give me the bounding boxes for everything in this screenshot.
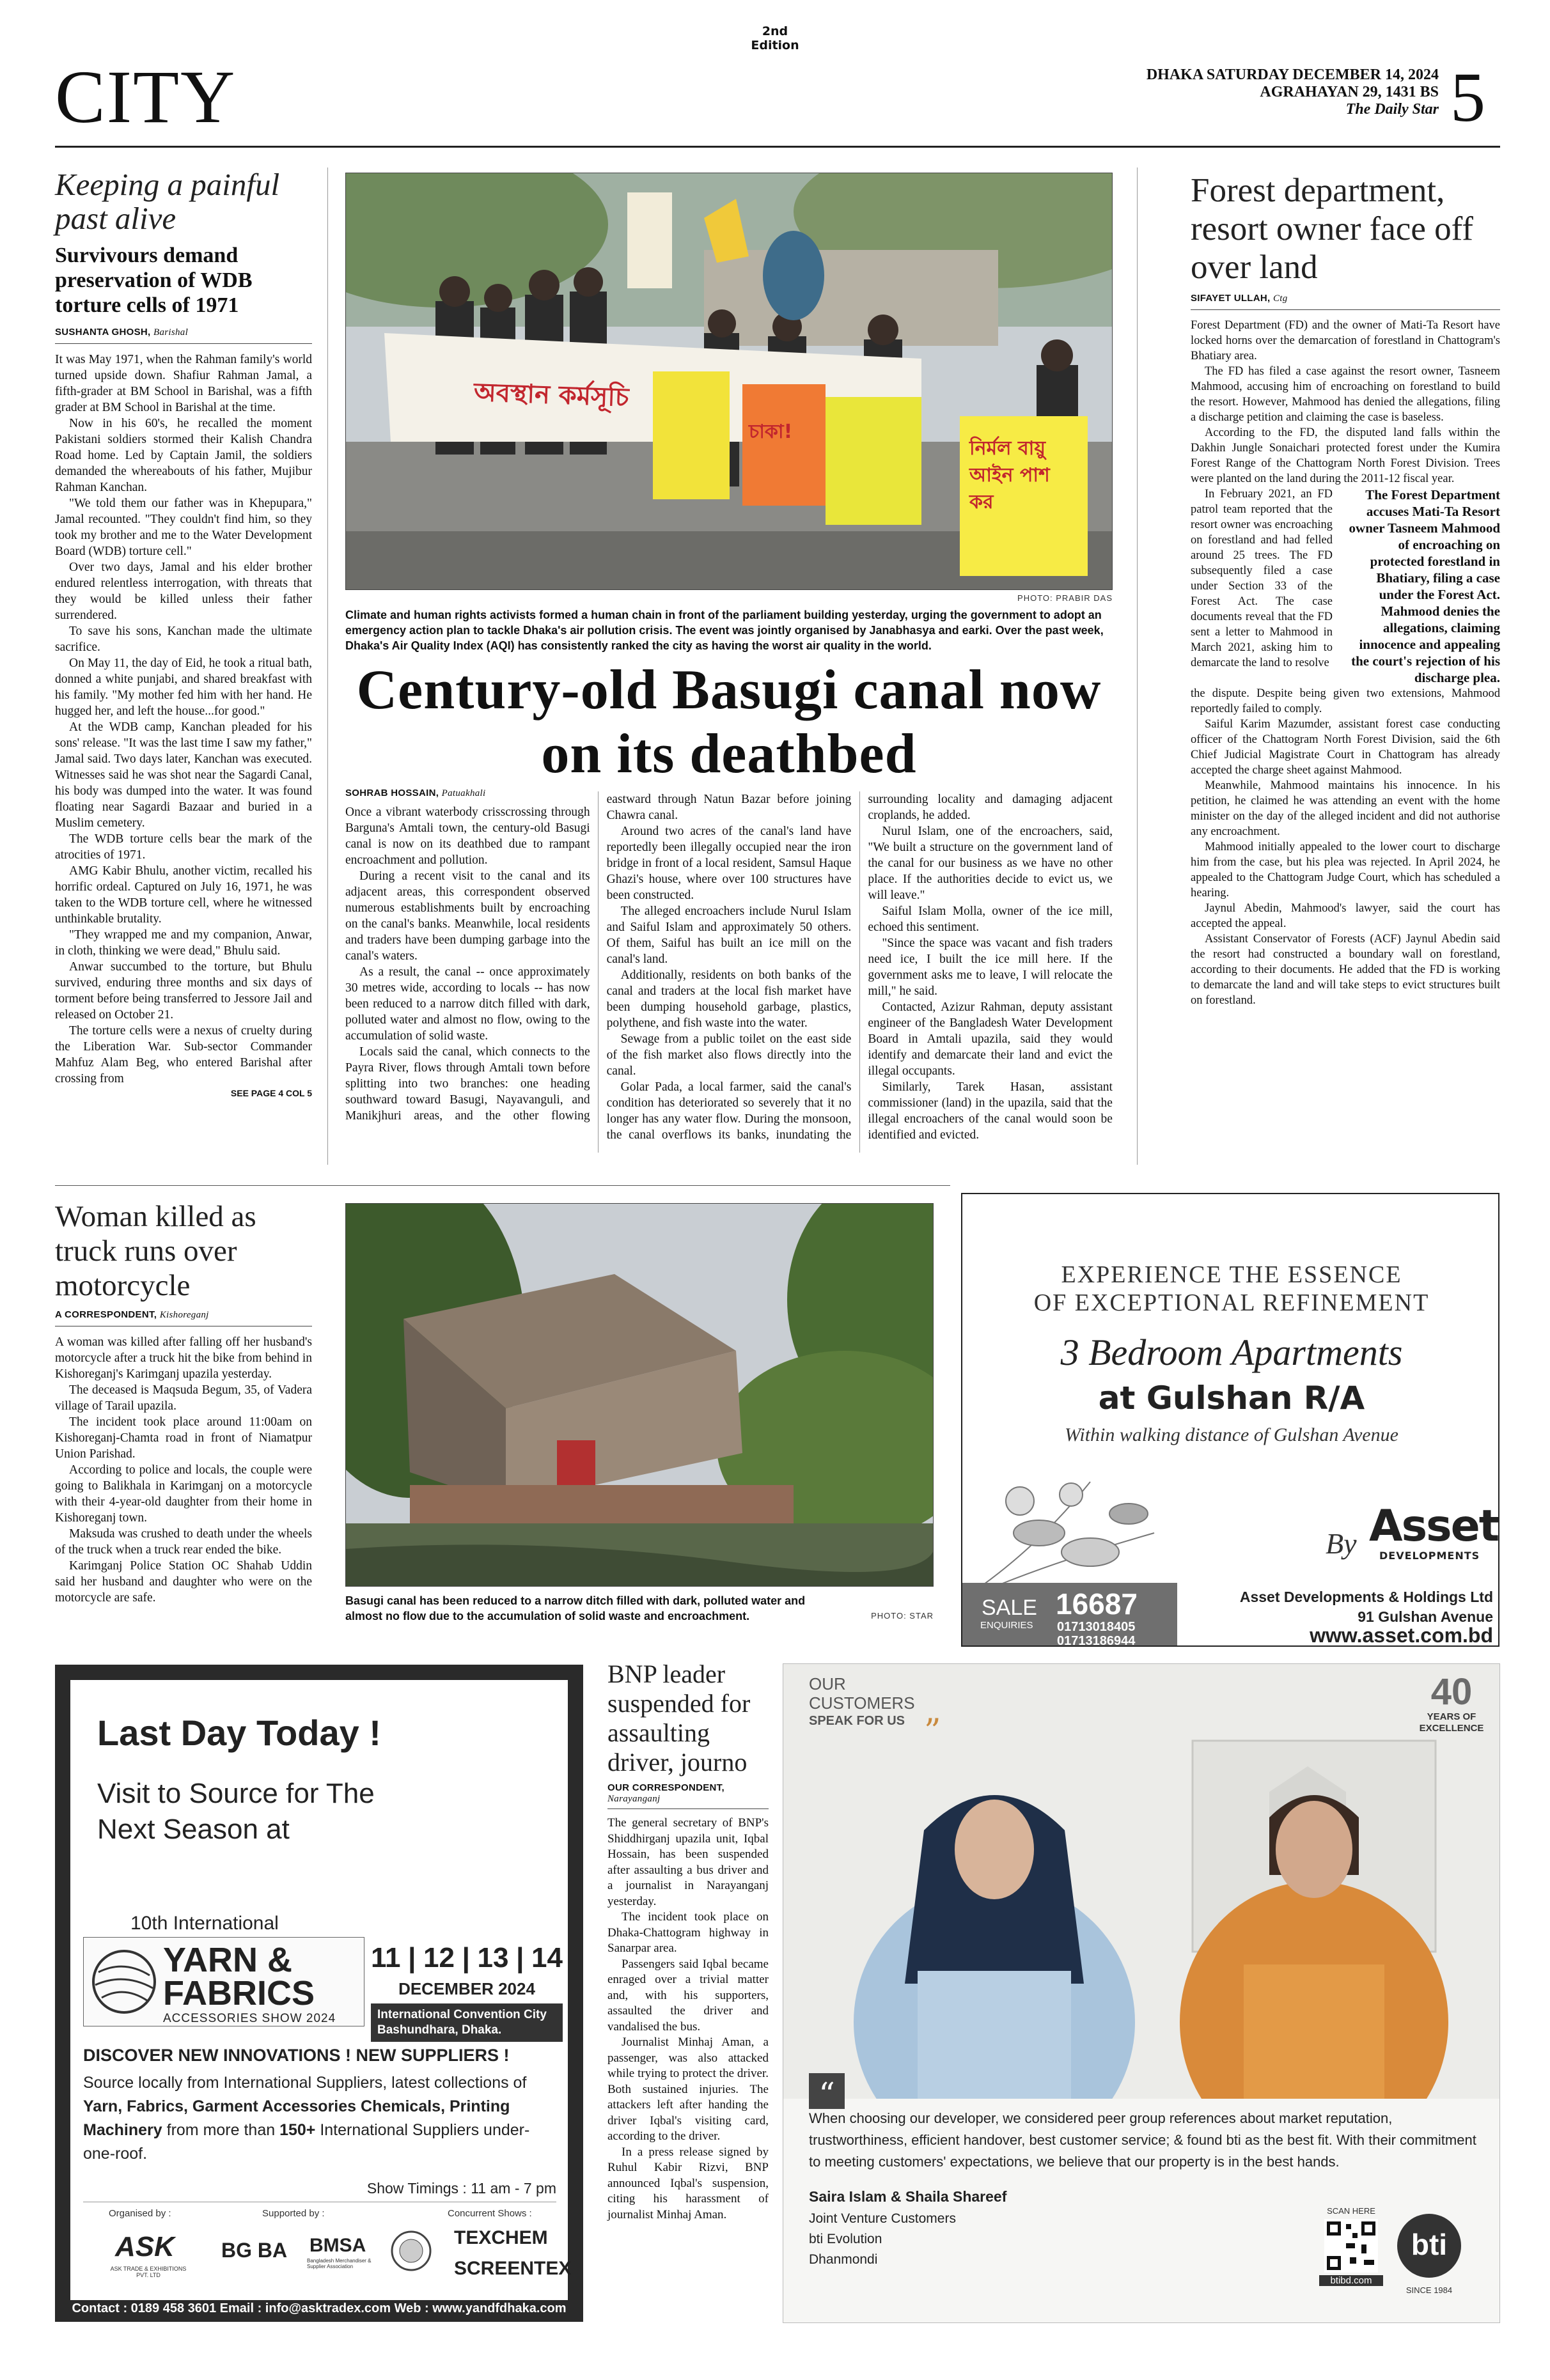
asset-enquiries: ENQUIRIES [980, 1620, 1033, 1631]
photo-caption: Climate and human rights activists formed a human chain in front of the parliament building yesterday, urging the government to adopt an emergency action plan to tackle Dhaka's air pollution crisis. The event was jointly organised by Janabhasya and earki. Over the past week, Dhaka's Air Quality Index (AQI) has consistently ranked the city as having the worst air quality in the world. [345, 609, 1104, 652]
bti-header-line: CUSTOMERS [809, 1693, 915, 1713]
bnp-headline: BNP leader suspended for assaulting driver, journo [607, 1660, 751, 1777]
quote-icon: ” [924, 1713, 941, 1751]
paragraph: Now in his 60's, he recalled the moment Pakistani soldiers stormed their Kalish Chandra Road home. Led by Captain Jamil, the soldiers demanded the whereabouts of his father, Mujibur Rahman Kanchan. [55, 417, 312, 494]
paragraph: According to police and locals, the couple were going to Balikhala in Karimganj on a motorcycle with their 4-year-old daughter from their home in Kishoreganj town. [55, 1463, 312, 1525]
bti-logo-text: bti [1411, 2228, 1448, 2261]
story-forest [1191, 171, 1500, 1008]
bnp-body [607, 1816, 769, 2223]
forest-body [1191, 318, 1500, 1008]
section-rule [55, 1185, 950, 1186]
desc-text: International Suppliers under-one-roof. [83, 2121, 530, 2163]
date-day: 12 [423, 1942, 455, 1973]
yarn-ad[interactable] [55, 1665, 583, 2322]
byline-name: OUR CORRESPONDENT, [607, 1782, 724, 1793]
paragraph: A woman was killed after falling off her husband's motorcycle after a truck hit the bike from behind in Kishoreganj's Karimganj upazila yesterday. [55, 1335, 312, 1381]
yarn-name2: FABRICS [163, 1974, 315, 2012]
yarn-edition: 10th International [130, 1913, 279, 1934]
byline-name: A CORRESPONDENT, [55, 1309, 157, 1320]
asset-website[interactable]: www.asset.com.bd [1310, 1624, 1493, 1647]
edition-label: 2nd Edition [751, 24, 799, 52]
logo-screentex: SCREENTEX [454, 2258, 572, 2279]
asset-phone: 01713018405 [1057, 1620, 1136, 1634]
paragraph: The torture cells were a nexus of cruelty during the Liberation War. Sub-sector Commander Mahfuz Alam Beg, who entered Barishal after crossing from [55, 1024, 312, 1085]
story-byline [55, 327, 312, 344]
dateline [1049, 66, 1439, 118]
paragraph: Around two acres of the canal's land have reportedly been illegally occupied near the iron bridge in front of a local resident, Samsul Haque Ghazi's house, where over 100 structures have been constructed. [606, 825, 852, 902]
canal-photo-caption: Basugi canal has been reduced to a narrow ditch filled with dark, polluted water and almost no flow due to the accumulation of solid waste and encroachment. [345, 1594, 806, 1622]
byline-location: Barishal [153, 327, 189, 338]
paragraph: Mahmood initially appealed to the lower court to discharge him from the case, but his plea was rejected. In April 2024, he appealed to the Chattogram Judge Court, which has scheduled a hearing. [1191, 841, 1500, 899]
desc-text: Source locally from International Suppliers, latest collections of [83, 2074, 527, 2092]
paragraph: Saiful Islam Molla, owner of the ice mill, echoed this sentiment. [868, 905, 1113, 934]
paragraph: Forest Department (FD) and the owner of Mati-Ta Resort have locked horns over the demarcation of forestland in Chattogram's Bhatiary area. [1191, 319, 1500, 362]
paragraph: Contacted, Azizur Rahman, deputy assistant engineer of the Bangladesh Water Development Board in Amtali upazila, said they would identify and demarcate their land and evict the illegal occupants. [868, 1000, 1113, 1078]
paragraph: In February 2021, an FD patrol team reported that the resort owner was encroaching on forestland and had felled around 25 trees. The FD subsequently filed a case under Section 33 of the Forest Act. The case documents reveal that the FD sent a letter to Mahmood in March 2021, asking him to demarcate the land to resolve [1191, 488, 1333, 669]
desc-bold: 150+ [279, 2121, 316, 2139]
paragraph: "They wrapped me and my companion, Anwar, in cloth, thinking we were dead," Bhulu said. [55, 928, 312, 958]
paragraph: The FD has filed a case against the resort owner, Tasneem Mahmood, accusing him of encroaching on forestland to build the resort. However, Mahmood has denied the allegations, filing a discharge petition and claiming the case is baseless. [1191, 365, 1500, 424]
section-title: CITY [55, 55, 237, 139]
paragraph: At the WDB camp, Kanchan pleaded for his sons' release. "It was the last time I saw my father," Jamal said. Two days later, Kanchan was executed. Witnesses said he was shot near the Sagardi Canal, his body was dumped into the water. It was found floating near Sagardi Bazaar and buried in a Muslim cemetery. [55, 720, 312, 830]
byline-location: Narayanganj [607, 1794, 661, 1804]
paragraph: the dispute. Despite being given two extensions, Mahmood reportedly failed to comply. [1191, 687, 1500, 715]
paragraph: Karimganj Police Station OC Shahab Uddin said her husband and daughter who were on the motorcycle are safe. [55, 1559, 312, 1605]
bti-logo [1397, 2214, 1461, 2278]
logo-ask-sub: ASK TRADE & EXHIBITIONS PVT. LTD [110, 2266, 187, 2278]
masthead-logo: The Daily Star [1345, 101, 1439, 118]
paragraph: To save his sons, Kanchan made the ultimate sacrifice. [55, 625, 312, 654]
paragraph: "Since the space was vacant and fish traders need ice, I built the ice mill here. If the government asks me to leave, I will relocate the mill," he said. [868, 937, 1113, 998]
paragraph: AMG Kabir Bhulu, another victim, recalled his horrific ordeal. Captured on July 16, 1971, he was taken to the WDB torture cell, where he witnessed unthinkable brutality. [55, 864, 312, 926]
yarn-discover: DISCOVER NEW INNOVATIONS ! NEW SUPPLIERS ! [83, 2046, 510, 2065]
paragraph: Sewage from a public toilet on the east side of the fish market also flows directly into the canal. [606, 1032, 852, 1078]
yarn-supported: Supported by : [262, 2208, 325, 2219]
asset-tagline: Within walking distance of Gulshan Avenue [1065, 1424, 1398, 1445]
asset-sale-box[interactable] [962, 1583, 1177, 1647]
woman-byline [55, 1309, 312, 1326]
byline-location: Kishoreganj [159, 1310, 209, 1320]
paragraph: It was May 1971, when the Rahman family's world turned upside down. Shafiur Rahman Jamal, a fifth-grader at BM School in Barishal, was a fifth grader at BM School in Barishal at the time. [55, 353, 312, 414]
paragraph: According to the FD, the disputed land falls within the Dakhin Jungle Sonaichari protected forest under the Kumira Forest Range of the Chattogram North Forest Division. Trees were planted on the land during the 2011-12 fiscal year. [1191, 426, 1500, 485]
bti-header [809, 1674, 941, 1751]
bti-photo-art [783, 1664, 1500, 2099]
logo-ask: ASK [115, 2231, 175, 2262]
paragraph: Over two days, Jamal and his elder brother endured relentless interrogation, with threats that they would be killed unless their father surrendered. [55, 561, 312, 622]
page-number: 5 [1450, 58, 1485, 136]
paragraph: The general secretary of BNP's Shiddhirganj upazila unit, Iqbal Hossain, has been suspended after assaulting a bus driver and a journalist in Narayanganj yesterday. [607, 1816, 769, 1908]
story-woman [55, 1199, 312, 1606]
asset-company: Asset Developments & Holdings Ltd [1239, 1589, 1493, 1605]
paragraph: Additionally, residents on both banks of the canal and traders at the local fish market have been dumping household garbage, plastics, polythene, and fish waste into the water. [606, 968, 852, 1030]
yarn-concurrent: Concurrent Shows : [448, 2208, 532, 2219]
yarn-organised: Organised by : [109, 2208, 171, 2219]
forest-byline [1191, 293, 1500, 310]
bti-header-line: OUR [809, 1674, 846, 1693]
header-rule [55, 146, 1500, 148]
bti-scan: SCAN HERE [1327, 2206, 1375, 2216]
paragraph: Saiful Karim Mazumder, assistant forest case conducting officer of the Chattogram North Forest Division, said the 6th Chief Judicial Magistrate Court in Chattogram has already accepted the charge sheet against Mahmood. [1191, 718, 1500, 777]
woman-headline: Woman killed as truck runs over motorcycle [55, 1200, 256, 1302]
qr-code-icon[interactable] [1324, 2219, 1378, 2273]
story-bnp [607, 1660, 769, 2223]
yarn-month: DECEMBER 2024 [398, 1979, 535, 1998]
dateline-date: DHAKA SATURDAY DECEMBER 14, 2024 [1146, 66, 1439, 83]
yarn-name3: ACCESSORIES SHOW 2024 [163, 2012, 336, 2025]
asset-subtitle: at Gulshan R/A [1098, 1380, 1365, 1417]
paragraph: Passengers said Iqbal became enraged over a trivial matter and, with his supporters, assaulted the driver and vandalised the bus. [607, 1957, 769, 2034]
dateline-bs: AGRAHAYAN 29, 1431 BS [1260, 84, 1439, 100]
asset-brand-logo: Asset [1369, 1501, 1499, 1552]
yarn-timings: Show Timings : 11 am - 7 pm [366, 2180, 556, 2197]
canal-photo [345, 1203, 934, 1587]
forest-headline: Forest department, resort owner face off over land [1191, 172, 1473, 286]
canal-headline: Century-old Basugi canal now on its deathbed [356, 659, 1102, 785]
quote-mark-icon: “ [809, 2073, 845, 2109]
yarn-name1: YARN & [163, 1941, 293, 1979]
seal-icon [390, 2230, 432, 2272]
paragraph: "We told them our father was in Khepupara," Jamal recounted. "They couldn't find him, so they took my brother and me to the Water Development Board (WDB) torture cell." [55, 497, 312, 558]
byline-location: Patuakhali [441, 788, 486, 798]
asset-title: 3 Bedroom Apartments [1060, 1332, 1403, 1373]
yarn-ball-icon [89, 1947, 159, 2017]
canal-photo-credit: PHOTO: STAR [871, 1611, 934, 1621]
story-body [55, 352, 312, 1087]
paragraph: Golar Pada, a local farmer, said the canal's condition has deteriorated so severely that it no longer has any water flow. During the monsoon, the canal overflows its banks, inundating the surrounding locality and damaging adjacent croplands, he added. [606, 793, 1113, 1142]
paragraph: Assistant Conservator of Forests (ACF) Jaynul Abedin said the resort had constructed a boundary wall on forestland, according to their documents. He added that the FD is working to demarcate the land and will take steps to evict structures built on forestland. [1191, 933, 1500, 1007]
paragraph: During a recent visit to the canal and its adjacent areas, this correspondent observed numerous establishments built by encroaching on the canal's banks. Meanwhile, local residents and traders have been dumping garbage into the canal's waters. [345, 869, 590, 963]
bti-40-badge [1416, 1673, 1487, 1734]
woman-body [55, 1334, 312, 1606]
column-rule [1137, 167, 1138, 1165]
paragraph: Nurul Islam, one of the encroachers, said, "We built a structure on the government land of the canal for our business as we have no other place. If the authorities decide to evict us, we will leave." [868, 825, 1113, 902]
bti-role: Joint Venture Customers [809, 2211, 956, 2226]
paragraph: Anwar succumbed to the torture, but Bhulu survived, enduring three months and six days of torment before being transferred to Jessore Jail and released on October 21. [55, 960, 312, 1022]
photo-credit: PHOTO: PRABIR DAS [1017, 593, 1113, 603]
desc-bold: Yarn, Fabrics, Garment Accessories Chemicals, Printing Machinery [83, 2097, 510, 2139]
column-rule [327, 167, 328, 1165]
paragraph: Once a vibrant waterbody crisscrossing through Barguna's Amtali town, the century-old Basugi canal is now on its deathbed due to rampant encroachment and pollution. [345, 805, 590, 867]
date-day: 13 [477, 1942, 509, 1973]
placard-text: চাকা! [749, 421, 793, 443]
asset-line2: OF EXCEPTIONAL REFINEMENT [1033, 1289, 1430, 1316]
logo-texchem: TEXCHEM [454, 2227, 548, 2248]
paragraph: Maksuda was crushed to death under the wheels of the truck when a truck rear ended the bike. [55, 1527, 312, 1557]
asset-address: 91 Gulshan Avenue [1358, 1608, 1493, 1625]
date-day: 14 [531, 1942, 563, 1973]
byline-name: SOHRAB HOSSAIN, [345, 788, 439, 798]
bnp-byline [607, 1782, 769, 1809]
paragraph: The deceased is Maqsuda Begum, 35, of Vadera village of Tarail upazila. [55, 1383, 312, 1413]
asset-sale: SALE [982, 1596, 1037, 1620]
flower-illustration [962, 1456, 1173, 1597]
protest-photo [345, 173, 1113, 590]
paragraph: The incident took place around 11:00am on Kishoreganj-Chamta road in front of Niamatpur Union Parishad. [55, 1415, 312, 1461]
paragraph: The WDB torture cells bear the mark of the atrocities of 1971. [55, 832, 312, 862]
banner-text: অবস্থান কর্মসূচি [473, 377, 630, 413]
story-kicker: Keeping a painful past alive [55, 167, 280, 236]
asset-line1: EXPERIENCE THE ESSENCE [1061, 1261, 1402, 1288]
byline-name: SIFAYET ULLAH, [1191, 293, 1271, 304]
protest-photo-art [346, 173, 1113, 590]
asset-phone: 01713186944 [1057, 1634, 1136, 1647]
bti-site[interactable]: btibd.com [1319, 2275, 1383, 2286]
date-day: 11 [371, 1942, 401, 1973]
bti-quote-panel [783, 2076, 1500, 2323]
canal-photo-art [346, 1204, 934, 1587]
paragraph: As a result, the canal -- once approximately 30 metres wide, according to locals -- has now been reduced to a narrow ditch filled with dark, polluted water and almost no flow, owing to the accumulation of solid waste. [345, 965, 590, 1043]
paragraph: The alleged encroachers include Nurul Islam and Saiful Islam and approximately 50 others. Of them, Saiful has built an ice mill on the canal's land. [606, 905, 852, 966]
bti-years: 40 [1430, 1671, 1473, 1713]
jump-line[interactable]: SEE PAGE 4 COL 5 [230, 1088, 312, 1098]
byline-location: Ctg [1272, 293, 1288, 304]
desc-text: from more than [162, 2121, 280, 2139]
bti-since: SINCE 1984 [1405, 2285, 1453, 2295]
bti-ad[interactable] [783, 1663, 1500, 2323]
paragraph: Similarly, Tarek Hasan, assistant commissioner (land) in the upazila, said that the illegal encroachers of the canal would soon be identified and evicted. [868, 1080, 1113, 1142]
yarn-venue: International Convention City Bashundhara, Dhaka. [371, 2003, 563, 2042]
logo-bmsa: BMSA [309, 2235, 366, 2256]
asset-by: By [1326, 1527, 1357, 1560]
asset-ad[interactable] [961, 1193, 1499, 1647]
yarn-description [83, 2071, 556, 2166]
yarn-contact[interactable]: Contact : 0189 458 3601 Email : info@asktradex.com Web : www.yandfdhaka.com [72, 2301, 567, 2315]
canal-body [345, 791, 1113, 1153]
paragraph: Meanwhile, Mahmood maintains his innocence. In his petition, he claimed he was attending an event with the home minister on the day of the alleged incident and did not authorise any encroachment. [1191, 779, 1500, 838]
bti-area: Dhanmondi [809, 2252, 878, 2267]
asset-brand-sub: DEVELOPMENTS [1379, 1550, 1480, 1562]
bti-names: Saira Islam & Shaila Shareef [809, 2188, 1007, 2205]
paragraph: On May 11, the day of Eid, he took a ritual bath, donned a white punjabi, and shared breakfast with his family. "My mother fed him with her hand. He hugged her, and left the house...for good." [55, 657, 312, 718]
yarn-headline: Last Day Today ! [97, 1713, 381, 1753]
paragraph: Jaynul Abedin, Mahmood's lawyer, said the court has accepted the appeal. [1191, 902, 1500, 930]
paragraph: The incident took place on Dhaka-Chattogram highway in Sanarpar area. [607, 1910, 769, 1955]
story-torture [55, 167, 312, 1098]
paragraph: Journalist Minhaj Aman, a passenger, was also attacked while trying to protect the driver. Both sustained injuries. The attackers left after handing the driver Iqbal's visiting card, according to the driver. [607, 2035, 769, 2143]
yarn-ad-inner [70, 1680, 572, 2300]
logo-bmsa-sub: Bangladesh Merchandiser & Supplier Association [307, 2258, 372, 2269]
byline-name: SUSHANTA GHOSH, [55, 327, 151, 338]
bti-years-sub: YEARS OF EXCELLENCE [1419, 1711, 1484, 1734]
yarn-sub: Visit to Source for The Next Season at [97, 1778, 375, 1845]
bti-project: bti Evolution [809, 2232, 882, 2246]
story-headline: Survivours demand preservation of WDB torture cells of 1971 [55, 244, 253, 317]
yarn-logo [83, 1937, 364, 2026]
forest-pullquote: The Forest Department accuses Mati-Ta Resort owner Tasneem Mahmood of encroaching on protected forestland in Bhatiary, filing a case under the Forest Act. Mahmood denies the allegations, claiming innocence and appealing the court's rejection of his discharge plea. [1349, 487, 1500, 685]
bti-header-line: SPEAK FOR US [809, 1714, 905, 1728]
paragraph: In a press release signed by Ruhul Kabir Rizvi, BNP announced Iqbal's suspension, citing his harassment of journalist Minhaj Aman. [607, 2145, 769, 2221]
bti-quote: When choosing our developer, we considered peer group references about market reputation, trustworthiness, efficient handover, best customer service; & found bti as the best fit. With their commitment to meeting customers' expectations, we believe that our property is in the best hands. [809, 2110, 1476, 2170]
logo-bgba: BG BA [221, 2239, 288, 2262]
yarn-dates: 11 | 12 | 13 | 14 [371, 1942, 563, 1973]
asset-hotline: 16687 [1056, 1587, 1138, 1621]
placard-text: নির্মল বায়ু আইন পাশ কর [969, 437, 1050, 513]
paragraph: Locals said the canal, which connects to the Payra River, flows through Amtali town before splitting into two branches: one heading southward toward Basugi, Nayavanguli, and Manikjhuri areas, and the other flowing eastward through Natun Bazar before joining Chawra canal. [345, 793, 852, 1123]
